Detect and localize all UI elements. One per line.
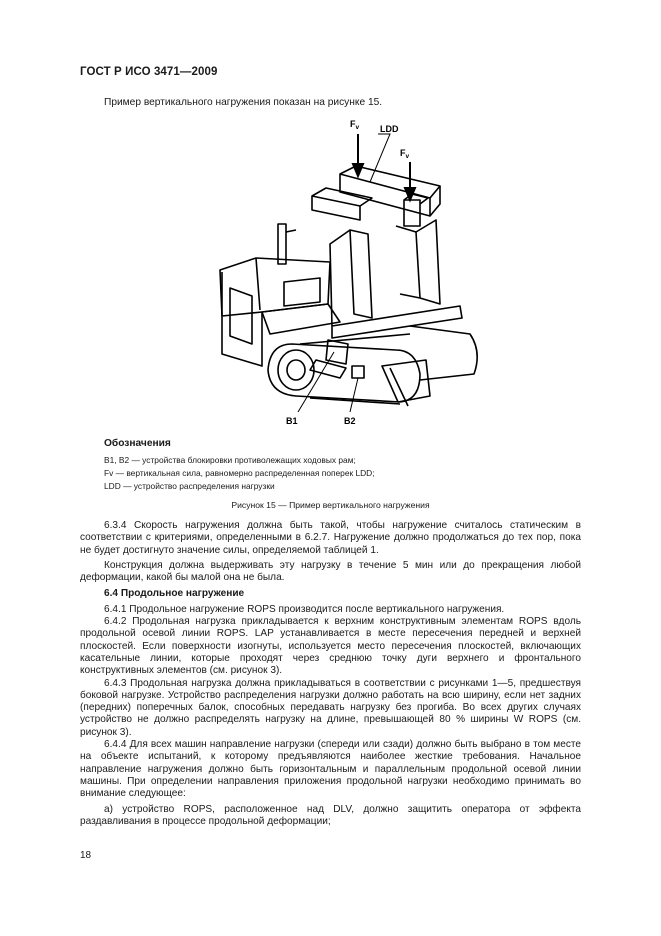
paragraph: 6.4.3 Продольная нагрузка должна прикладываться в соответствии с рисунками 1—5, предшествуя боковой нагрузке. Устройство распределения нагрузки должно работать на всю ширину, если нет задних (передних) поперечных балок, способных передавать нагрузку без прогиба. Во всех других случаях устройство не должно распределять нагрузку на длине, превышающей 80 % ширины W ROPS (см. рисунок 3).: [80, 677, 581, 738]
body-text: [80, 520, 581, 828]
figure-vertical-loading: [200, 112, 480, 432]
engine-hood: [220, 258, 330, 316]
paragraph: Конструкция должна выдерживать эту нагрузку в течение 5 мин или до прекращения любой деформации, какой бы малой она не была.: [80, 559, 581, 584]
paragraph: 6.4.1 Продольное нагружение ROPS производится после вертикального нагружения.: [104, 603, 505, 615]
left-track: [268, 344, 420, 402]
document-header: ГОСТ Р ИСО 3471—2009: [80, 66, 218, 78]
legend-item: Fv — вертикальная сила, равномерно распределенная поперек LDD;: [104, 468, 375, 478]
paragraph: 6.3.4 Скорость нагружения должна быть такой, чтобы нагружение считалось статическим в соответствии с критериями, определенными в 6.2.7. Нагружение должно продолжаться до тех пор, пока не будет достигнуто значение силы, определяемой таблицей 1.: [80, 520, 581, 556]
label-fv2: $F_v$: [400, 148, 410, 160]
label-b1: B1: [286, 416, 298, 426]
legend-item: LDD — устройство распределения нагрузки: [104, 481, 275, 491]
section-heading: 6.4 Продольное нагружение: [104, 588, 245, 600]
paragraph: а) устройство ROPS, расположенное над DLV, должно защитить оператора от эффекта раздавливания в процессе продольной деформации;: [80, 803, 581, 827]
legend-title: Обозначения: [104, 438, 171, 449]
page-number: 18: [80, 850, 92, 861]
paragraph: 6.4.4 Для всех машин направление нагрузки (спереди или сзади) должно быть выбрано в том месте на объекте испытаний, к которому предъявляются наиболее жесткие требования. Начальное направление нагружения должно быть горизонтальным и параллельным продольной осевой линии машины. При определении направления приложения продольной нагрузки необходимо принимать во внимание следующее:: [80, 739, 581, 800]
rops-post: [350, 230, 372, 318]
track-wheel: [278, 350, 314, 390]
label-b2: B2: [344, 416, 356, 426]
b2-device: [352, 366, 364, 378]
label-fv1: $F_v$: [350, 119, 360, 131]
legend-item: B1, B2 — устройства блокировки противолежащих ходовых рам;: [104, 455, 356, 465]
paragraph: 6.4.2 Продольная нагрузка прикладывается к верхним конструктивным элементам ROPS вдоль продольной осевой линии ROPS. LAP устанавливается в месте пересечения передней и верхней плоскостей. Если поверхности изогнуты, используется место пересечения плоскостей, включающих касательные линии, которые проходят через среднюю точку дуги верхнего и фронтального конструктивных элементов (см. рисунок 3).: [80, 616, 581, 677]
legend-list: [104, 454, 375, 493]
intro-text: Пример вертикального нагружения показан на рисунке 15.: [104, 97, 383, 108]
label-ldd: LDD: [380, 124, 399, 134]
figure-caption: Рисунок 15 — Пример вертикального нагружения: [231, 500, 430, 510]
